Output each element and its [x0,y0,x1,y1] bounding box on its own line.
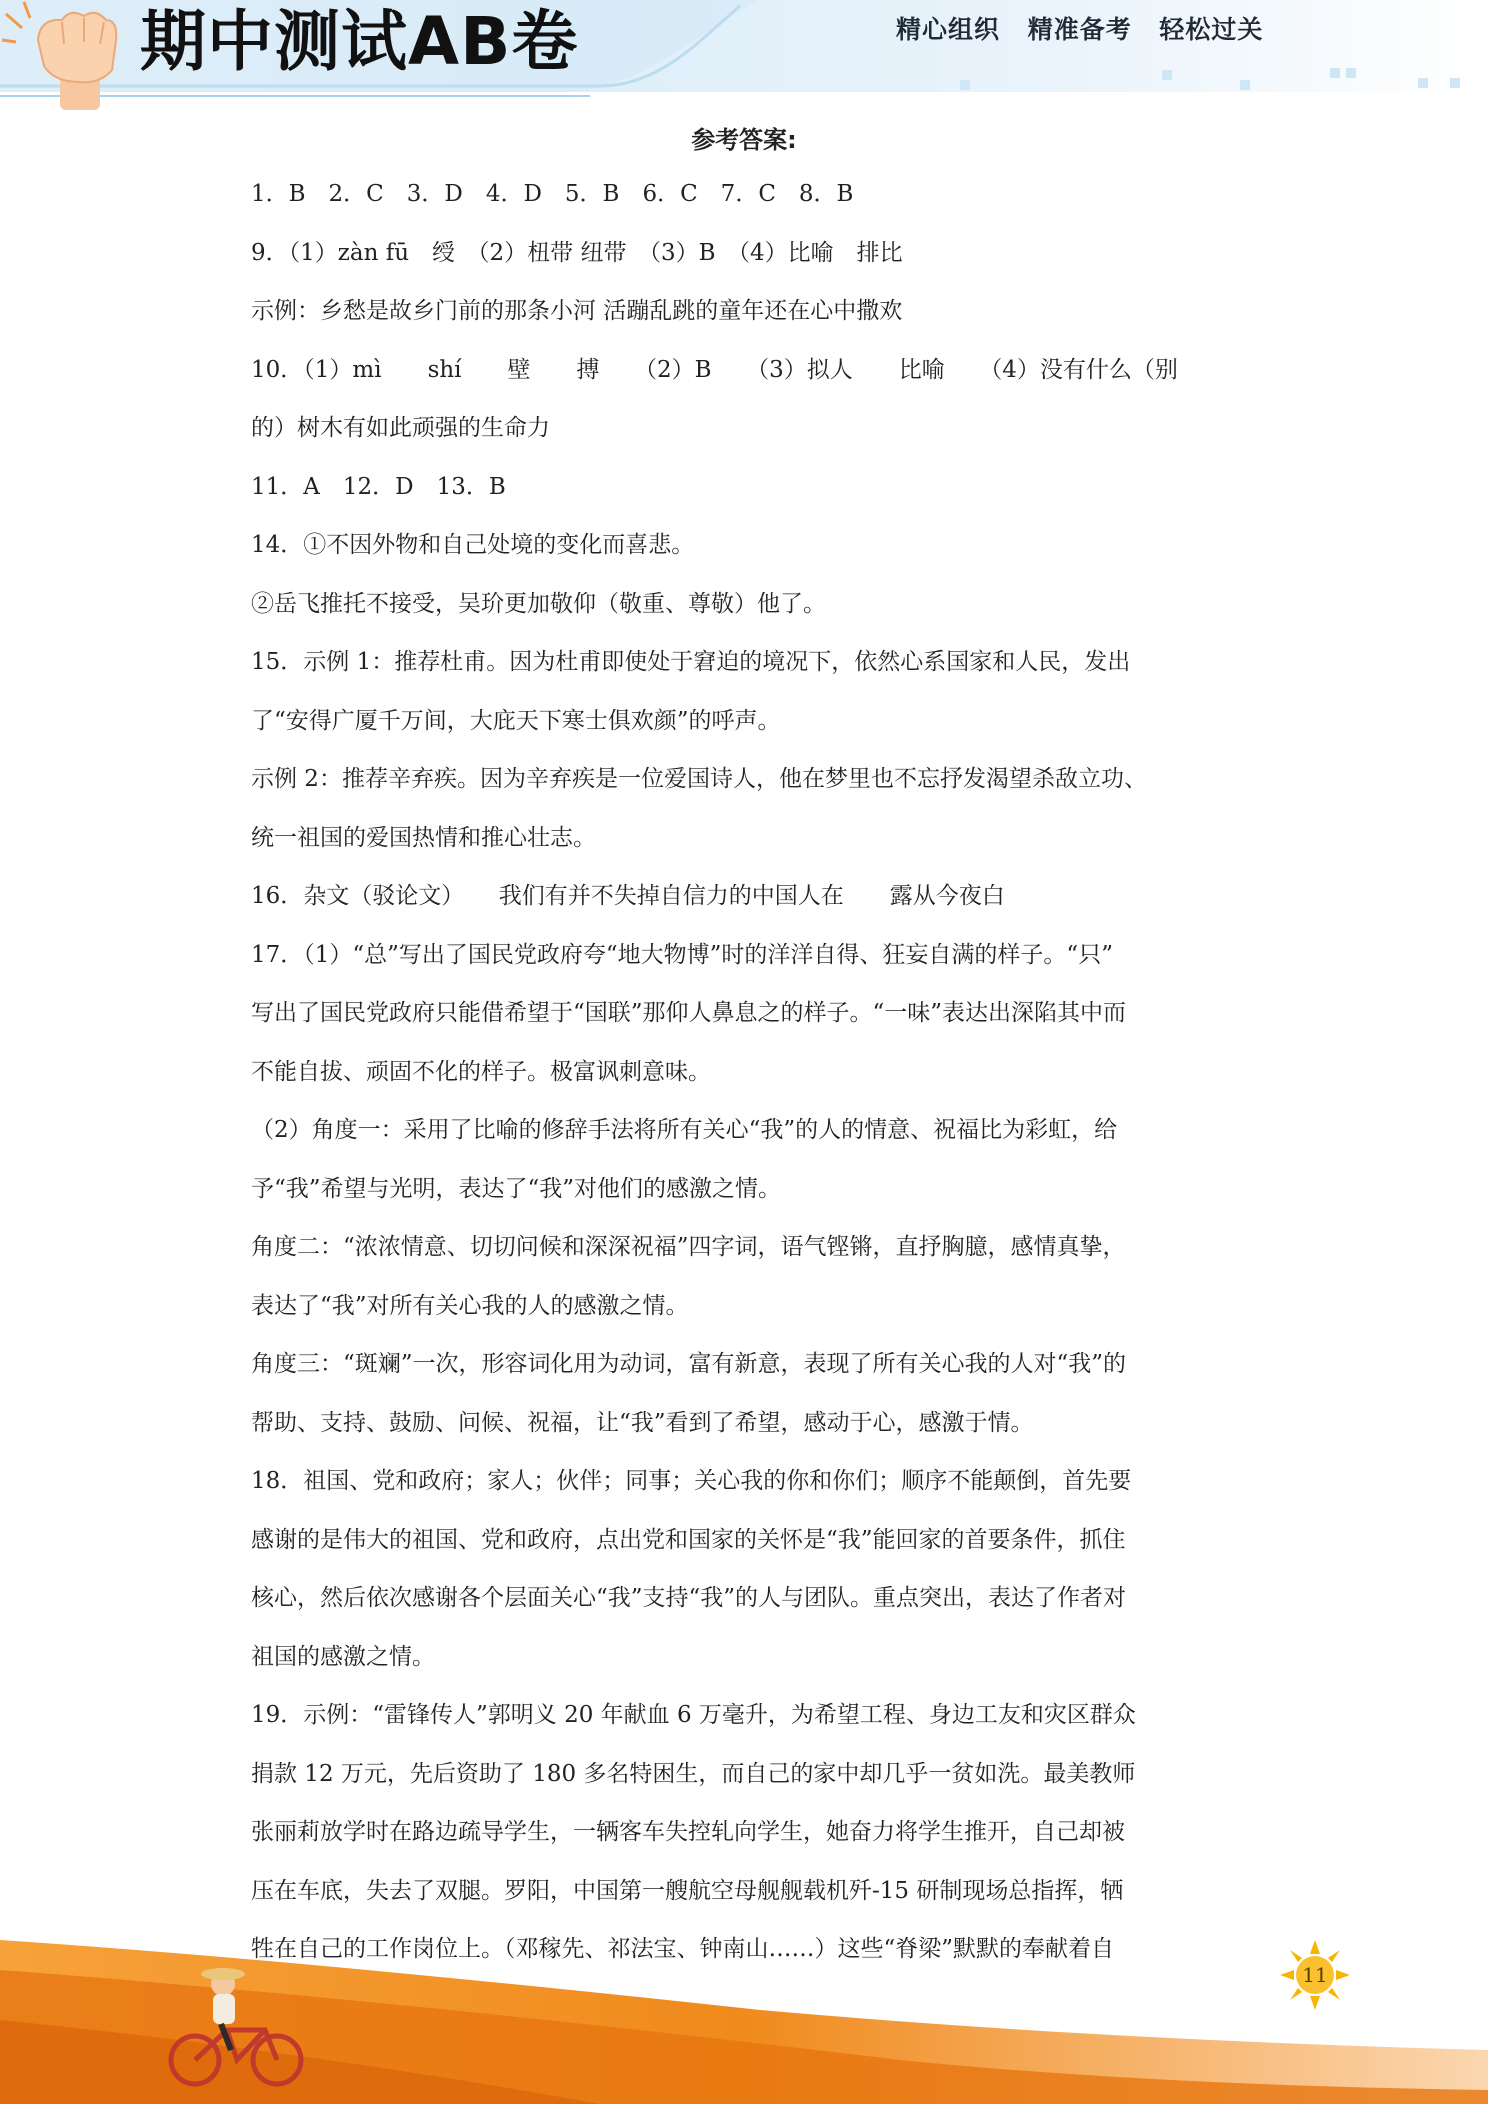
page-title: 期中测试AB卷 [140,3,579,80]
answer-line: 9．（1）zàn fū 绶 （2）杻带 纽带 （3）B （4）比喻 排比 [251,239,903,266]
answer-line: 表达了“我”对所有关心我的人的感激之情。 [251,1292,689,1319]
answer-line: 写出了国民党政府只能借希望于“国联”那仰人鼻息之的样子。“一味”表达出深陷其中而 [251,1000,1127,1026]
answer-line: 祖国的感激之情。 [251,1643,435,1670]
answer-line: 的）树木有如此顽强的生命力 [251,415,550,441]
answer-line: 角度二：“浓浓情意、切切问候和深深祝福”四字词，语气铿锵，直抒胸臆，感情真挚， [251,1234,1126,1260]
answer-heading: 参考答案: [691,126,797,154]
answer-line: 19．示例：“雷锋传人”郭明义 20 年献血 6 万毫升，为希望工程、身边工友和灾区群众 [251,1702,1136,1728]
header-decoration-dot [1346,68,1356,78]
header-decoration-dot [960,80,970,90]
header-slogan: 精心组织 精准备考 轻松过关 [896,15,1264,44]
answer-line: 牲在自己的工作岗位上。（邓稼先、祁法宝、钟南山……）这些“脊梁”默默的奉献着自 [251,1936,1115,1962]
answer-line: 了“安得广厦千万间，大庇天下寒士俱欢颜”的呼声。 [251,707,781,734]
answer-line: ②岳飞推托不接受，吴玠更加敬仰（敬重、尊敬）他了。 [251,590,826,617]
fist-icon [0,0,135,115]
answer-line: 示例：乡愁是故乡门前的那条小河 活蹦乱跳的童年还在心中撒欢 [251,298,903,324]
header-decoration-dot [1240,80,1250,90]
answer-line: 予“我”希望与光明，表达了“我”对他们的感激之情。 [251,1175,782,1202]
answer-line: 1．B 2．C 3．D 4．D 5．B 6．C 7．C 8．B [251,181,854,207]
answer-line: 16．杂文（驳论文） 我们有并不失掉自信力的中国人在 露从今夜白 [251,883,1005,909]
answer-line: 10．（1）mì shí 壁 搏 （2）B （3）拟人 比喻 （4）没有什么（别 [251,356,1178,383]
header-decoration-dot [1162,70,1172,80]
answer-line: 17．（1）“总”写出了国民党政府夸“地大物博”时的洋洋自得、狂妄自满的样子。“只” [251,941,1113,968]
header-decoration-dot [1450,78,1460,88]
answer-line: 核心，然后依次感谢各个层面关心“我”支持“我”的人与团队。重点突出，表达了作者对 [251,1585,1127,1611]
answer-line: 角度三：“斑斓”一次，形容词化用为动词，富有新意，表现了所有关心我的人对“我”的 [251,1351,1127,1377]
answer-body [251,165,1241,1979]
answer-line: 捐款 12 万元，先后资助了 180 多名特困生，而自己的家中却几乎一贫如洗。最美教师 [251,1760,1136,1787]
answer-line: 11．A 12．D 13．B [251,473,506,500]
answer-line: 18．祖国、党和政府；家人；伙伴；同事；关心我的你和你们；顺序不能颠倒，首先要 [251,1468,1132,1494]
answer-line: 不能自拔、顽固不化的样子。极富讽刺意味。 [251,1058,711,1085]
header-decoration-dot [1418,78,1428,88]
answer-line: 压在车底，失去了双腿。罗阳，中国第一艘航空母舰舰载机歼-15 研制现场总指挥，牺 [251,1877,1124,1904]
answer-line: 15．示例 1：推荐杜甫。因为杜甫即使处于窘迫的境况下，依然心系国家和人民，发出 [251,649,1131,675]
answer-line: 14．①不因外物和自己处境的变化而喜悲。 [251,532,695,558]
answer-line: （2）角度一：采用了比喻的修辞手法将所有关心“我”的人的情意、祝福比为彩虹，给 [251,1117,1118,1143]
page-number: 11 [1302,1963,1328,1987]
answer-line: 统一祖国的爱国热情和推心壮志。 [251,824,596,851]
cyclist-icon [165,1950,305,2090]
page-number-badge [1280,1940,1350,2010]
page-header [0,0,1488,110]
answer-line: 帮助、支持、鼓励、问候、祝福，让“我”看到了希望，感动于心，感激于情。 [251,1409,1034,1436]
answer-line: 示例 2：推荐辛弃疾。因为辛弃疾是一位爱国诗人，他在梦里也不忘抒发渴望杀敌立功、 [251,766,1147,792]
answer-line: 感谢的是伟大的祖国、党和政府，点出党和国家的关怀是“我”能回家的首要条件，抓住 [251,1526,1126,1553]
answer-line: 张丽莉放学时在路边疏导学生，一辆客车失控轧向学生，她奋力将学生推开，自己却被 [251,1819,1125,1845]
header-decoration-dot [1330,68,1340,78]
